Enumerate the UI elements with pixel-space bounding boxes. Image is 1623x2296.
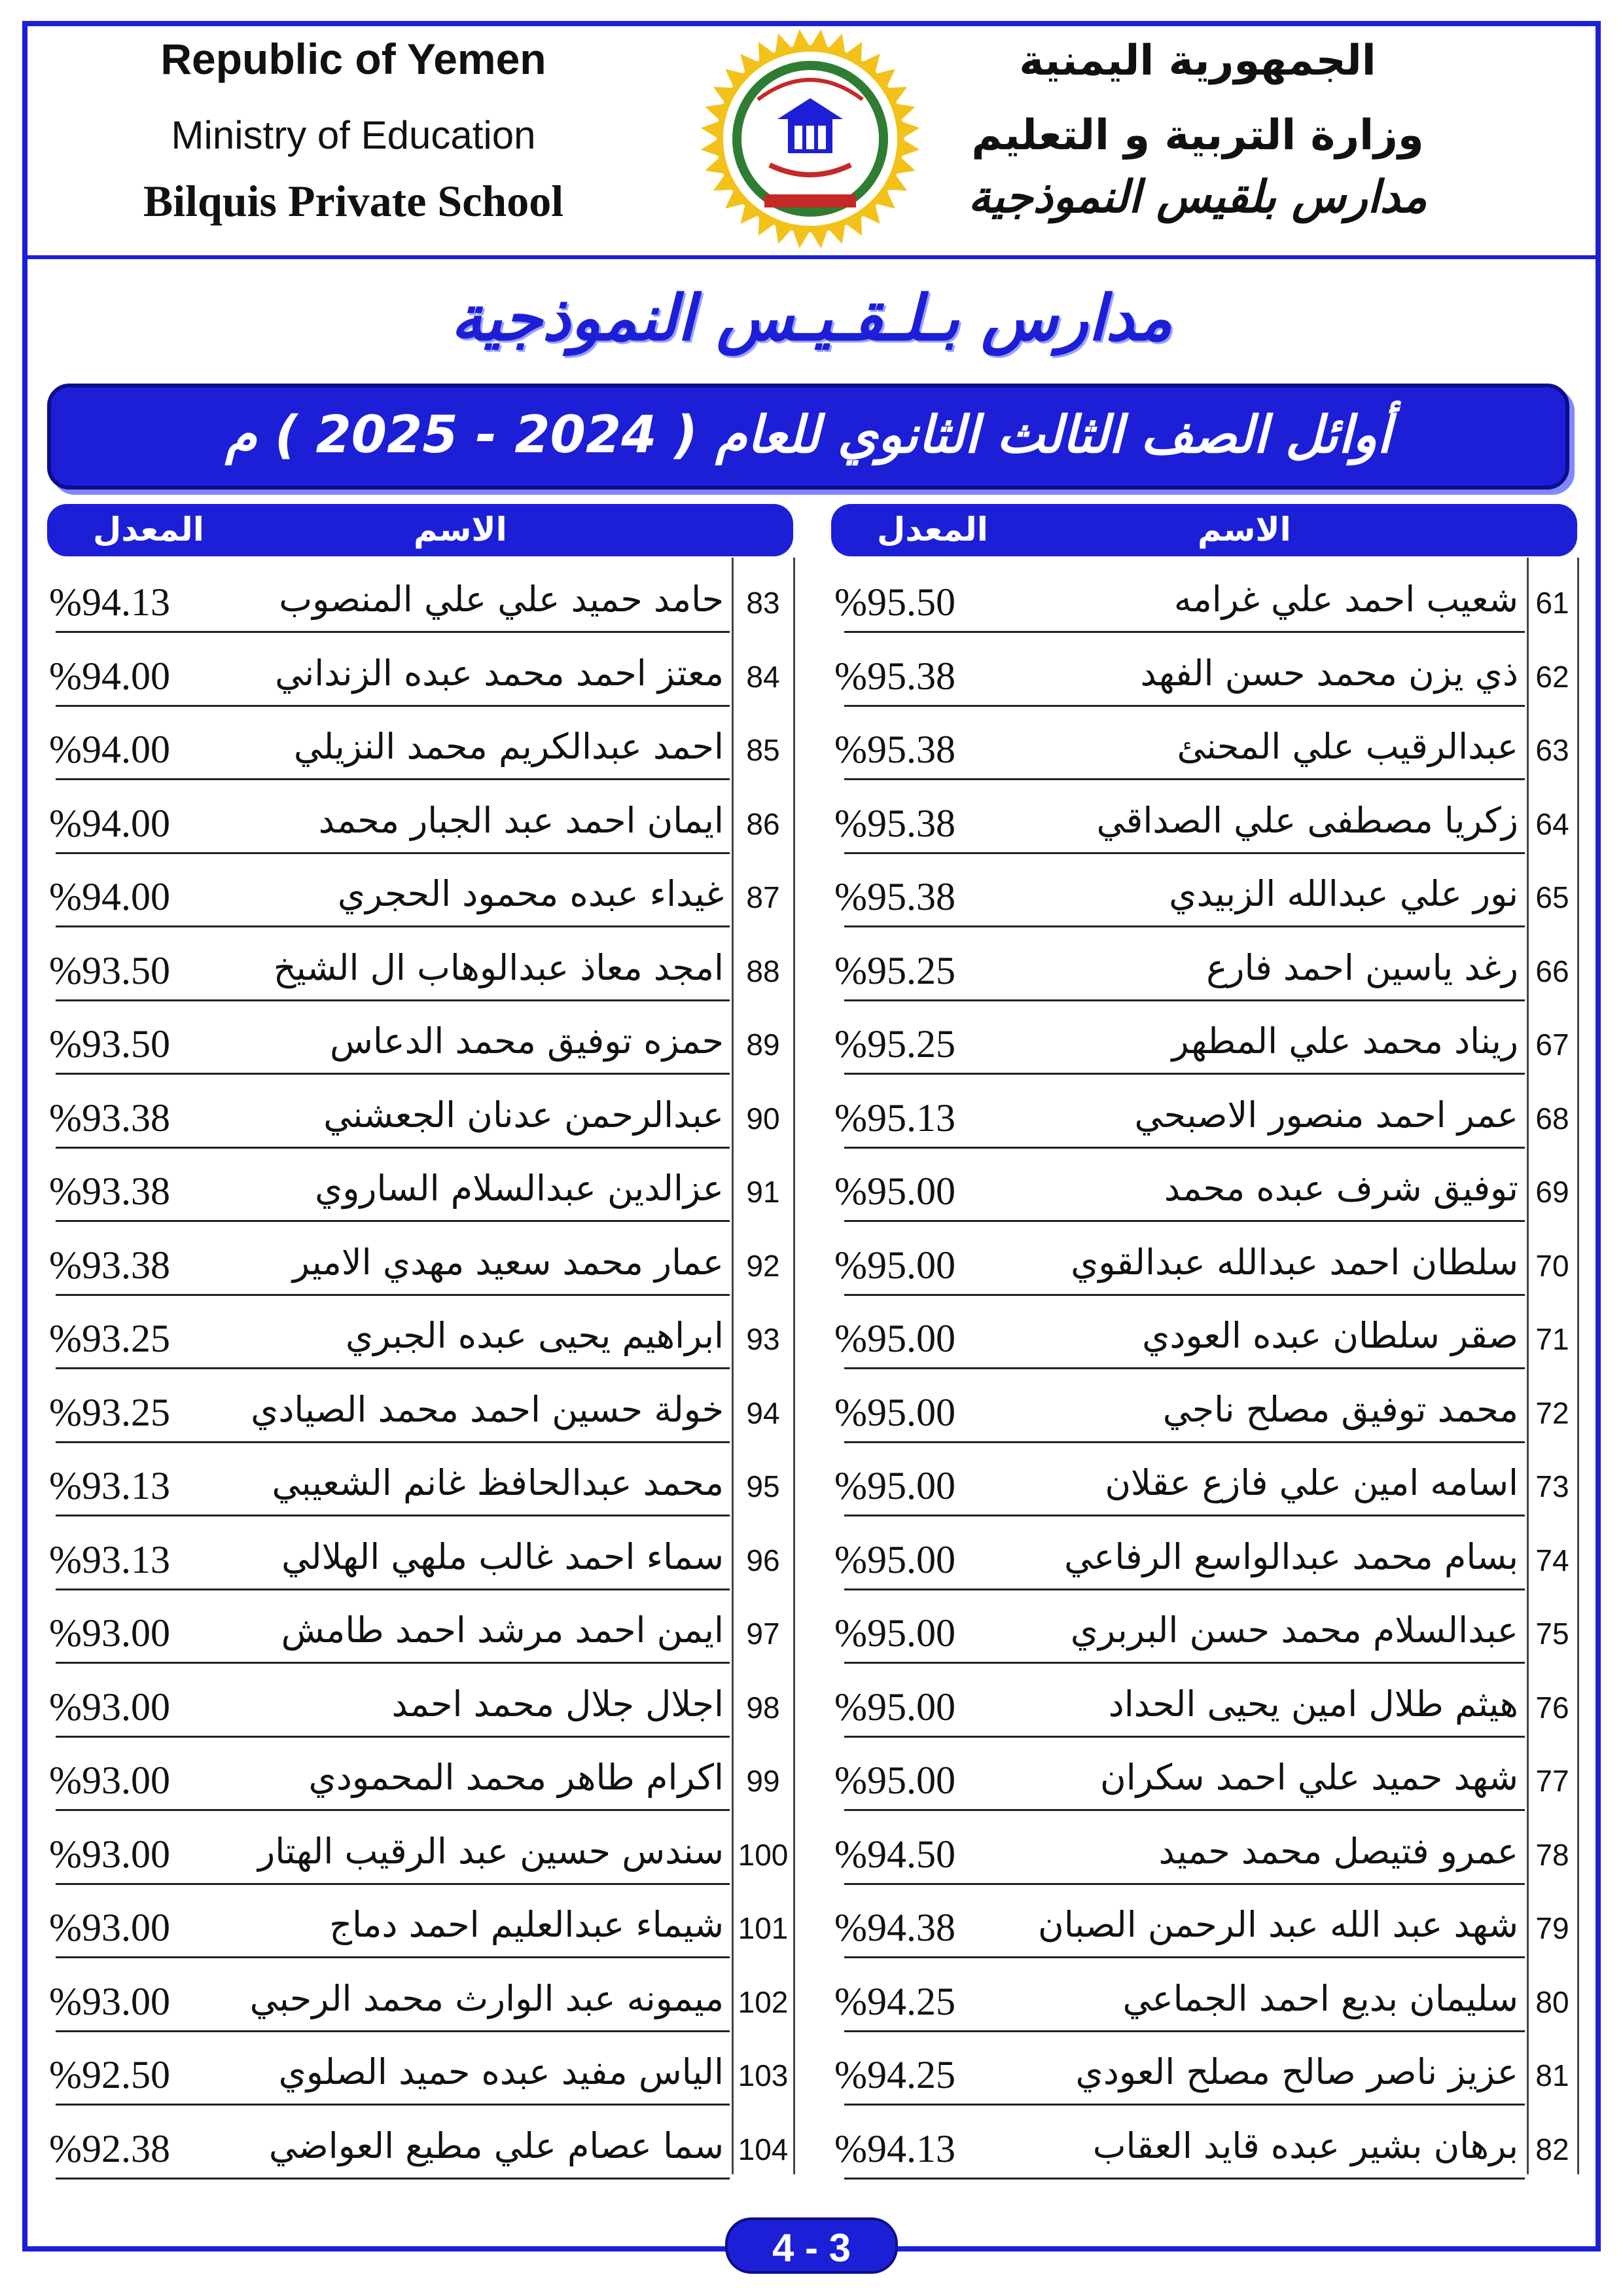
row-underline (56, 1736, 730, 1738)
student-average: %95.00 (834, 1685, 955, 1729)
row-underline (56, 2104, 730, 2106)
ar-ministry: وزارة التربية و التعليم (971, 111, 1424, 160)
student-average: %93.38 (49, 1170, 170, 1213)
student-row (0, 1672, 1623, 1745)
student-average: %93.00 (49, 1979, 170, 2023)
student-name: محمد عبدالحافظ غانم الشعيبي (272, 1462, 724, 1503)
rank-number: 87 (746, 880, 780, 914)
rank-number: 81 (1535, 2058, 1569, 2092)
student-row (0, 1966, 1623, 2039)
student-average: %93.00 (49, 1906, 170, 1949)
student-name: عمرو فتيصل محمد حميد (1158, 1830, 1518, 1872)
student-name: حمزه توفيق محمد الدعاس (330, 1020, 724, 1062)
student-average: %95.00 (834, 1759, 955, 1802)
en-country: Republic of Yemen (160, 35, 546, 83)
student-average: %94.00 (49, 654, 170, 698)
page-number: 4 - 3 (772, 2226, 851, 2270)
rank-number: 90 (746, 1101, 780, 1136)
student-average: %95.00 (834, 1243, 955, 1287)
student-average: %95.00 (834, 1464, 955, 1507)
student-name: عبدالسلام محمد حسن البربري (1070, 1609, 1518, 1651)
student-row (0, 567, 1623, 640)
rank-number: 76 (1535, 1690, 1569, 1725)
student-average: %95.00 (834, 1170, 955, 1213)
student-name: خولة حسين احمد محمد الصيادي (251, 1388, 724, 1430)
student-name: ايمان احمد عبد الجبار محمد (318, 799, 724, 841)
student-average: %95.00 (834, 1390, 955, 1434)
ar-school: مدارس بلقيس النموذجية (968, 171, 1427, 223)
student-name: سلطان احمد عبدالله عبدالقوي (1071, 1241, 1518, 1283)
student-average: %93.00 (49, 1611, 170, 1655)
student-row (0, 1598, 1623, 1671)
ar-country: الجمهورية اليمنية (1019, 37, 1376, 85)
rank-number: 88 (746, 954, 780, 988)
left-column-header (47, 504, 793, 556)
title-banner (47, 384, 1569, 490)
student-average: %93.00 (49, 1685, 170, 1729)
student-name: زكريا مصطفى علي الصداقي (1096, 799, 1518, 841)
row-underline (56, 1809, 730, 1811)
student-name: رغد ياسين احمد فارع (1206, 946, 1518, 988)
student-average: %94.25 (834, 1979, 955, 2023)
school-logo-icon (686, 26, 935, 249)
student-average: %93.50 (49, 948, 170, 992)
student-name: توفيق شرف عبده محمد (1164, 1168, 1518, 1209)
student-name: اسامه امين علي فازع عقلان (1105, 1462, 1518, 1503)
rank-number: 86 (746, 806, 780, 841)
header-divider (22, 255, 1601, 259)
row-underline (56, 925, 730, 927)
student-row (0, 1450, 1623, 1524)
student-average: %94.25 (834, 2053, 955, 2096)
row-underline (56, 999, 730, 1001)
student-name: نور علي عبدالله الزبيدي (1169, 873, 1518, 914)
student-name: ابراهيم يحيى عبده الجبري (345, 1315, 724, 1356)
student-row (0, 1083, 1623, 1156)
student-row (0, 714, 1623, 787)
student-average: %93.13 (49, 1464, 170, 1507)
student-name: ميمونه عبد الوارث محمد الرحبي (249, 1977, 724, 2019)
student-name: معتز احمد محمد عبده الزنداني (275, 652, 724, 694)
student-average: %94.13 (834, 2126, 955, 2170)
student-row (0, 2039, 1623, 2113)
student-row (0, 1377, 1623, 1450)
student-row (0, 1009, 1623, 1082)
student-name: برهان بشير عبده قايد العقاب (1092, 2125, 1518, 2166)
student-average: %95.13 (834, 1096, 955, 1139)
row-underline (56, 1588, 730, 1590)
school-title: مدارس بـلـقـيـس النموذجية (450, 281, 1173, 355)
student-name: ريناد محمد علي المطهر (1171, 1020, 1518, 1062)
student-name: احمد عبدالكريم محمد النزيلي (293, 726, 724, 767)
student-row (0, 1524, 1623, 1598)
rank-number: 70 (1535, 1248, 1569, 1283)
en-school: Bilquis Private School (143, 176, 564, 226)
student-name: عمر احمد منصور الاصبحي (1134, 1094, 1518, 1136)
student-name: شعيب احمد علي غرامه (1173, 579, 1518, 620)
rank-number: 83 (746, 586, 780, 620)
student-average: %93.13 (49, 1537, 170, 1581)
avg-header: المعدل (93, 511, 204, 548)
rank-number: 102 (738, 1984, 789, 2019)
student-average: %92.38 (49, 2126, 170, 2170)
student-average: %95.38 (834, 875, 955, 918)
rank-number: 69 (1535, 1175, 1569, 1209)
student-name: بسام محمد عبدالواسع الرفاعي (1064, 1535, 1518, 1577)
rank-number: 61 (1535, 586, 1569, 620)
student-average: %95.38 (834, 801, 955, 845)
student-name: عزالدين عبدالسلام الساروي (315, 1168, 724, 1209)
student-average: %95.25 (834, 948, 955, 992)
student-row (0, 641, 1623, 714)
student-average: %94.00 (49, 801, 170, 845)
student-average: %94.00 (49, 728, 170, 771)
name-header: الاسم (1198, 511, 1291, 548)
row-underline (56, 1662, 730, 1664)
row-underline (56, 852, 730, 854)
student-name: حامد حميد علي علي المنصوب (279, 579, 724, 620)
student-name: اكرام طاهر محمد المحمودي (308, 1757, 724, 1798)
row-underline (56, 631, 730, 633)
row-underline (56, 2030, 730, 2032)
rank-number: 79 (1535, 1911, 1569, 1945)
rank-number: 72 (1535, 1395, 1569, 1430)
row-underline (56, 1147, 730, 1149)
page-number-badge (725, 2217, 898, 2274)
student-name: هيثم طلال امين يحيى الحداد (1108, 1683, 1518, 1725)
student-name: سليمان بديع احمد الجماعي (1122, 1977, 1518, 2019)
student-name: اجلال جلال محمد احمد (391, 1683, 724, 1725)
student-name: عزيز ناصر صالح مصلح العودي (1075, 2051, 1518, 2092)
student-average: %95.00 (834, 1317, 955, 1360)
rank-number: 65 (1535, 880, 1569, 914)
student-row (0, 1892, 1623, 1965)
student-average: %95.00 (834, 1611, 955, 1655)
row-underline (56, 1294, 730, 1296)
student-row (0, 1303, 1623, 1376)
rank-number: 67 (1535, 1028, 1569, 1062)
student-name: امجد معاذ عبدالوهاب ال الشيخ (273, 946, 724, 988)
row-underline (56, 1441, 730, 1443)
student-row (0, 935, 1623, 1009)
row-underline (56, 1367, 730, 1369)
rank-number: 82 (1535, 2132, 1569, 2166)
rank-number: 103 (738, 2058, 789, 2092)
student-name: الياس مفيد عبده حميد الصلوي (278, 2051, 724, 2092)
student-name: سندس حسين عبد الرقيب الهتار (258, 1830, 724, 1872)
rank-number: 75 (1535, 1617, 1569, 1651)
student-average: %95.50 (834, 581, 955, 624)
banner-text: أوائل الصف الثالث الثانوي للعام ( 2024 - 2025 ) م (225, 406, 1391, 465)
row-underline (56, 1220, 730, 1222)
student-name: عبدالرقيب علي المحنئ (1177, 726, 1518, 767)
rank-number: 84 (746, 659, 780, 694)
student-average: %93.00 (49, 1832, 170, 1876)
rank-number: 78 (1535, 1837, 1569, 1872)
student-average: %95.38 (834, 728, 955, 771)
rank-number: 63 (1535, 733, 1569, 767)
student-name: شهد عبد الله عبد الرحمن الصبان (1038, 1904, 1518, 1945)
rank-number: 100 (738, 1837, 789, 1872)
student-name: صقر سلطان عبده العودي (1142, 1315, 1518, 1356)
student-name: شيماء عبدالعليم احمد دماج (329, 1904, 724, 1945)
student-average: %94.50 (834, 1832, 955, 1876)
rank-number: 74 (1535, 1543, 1569, 1577)
student-row (0, 1230, 1623, 1303)
rank-number: 85 (746, 733, 780, 767)
avg-header: المعدل (877, 511, 988, 548)
row-underline (56, 1956, 730, 1958)
rank-number: 66 (1535, 954, 1569, 988)
row-underline (56, 2178, 730, 2179)
rank-number: 68 (1535, 1101, 1569, 1136)
student-name: عمار محمد سعيد مهدي الامير (292, 1241, 724, 1283)
rank-number: 98 (746, 1690, 780, 1725)
en-ministry: Ministry of Education (171, 113, 536, 157)
rank-number: 64 (1535, 806, 1569, 841)
rank-number: 95 (746, 1469, 780, 1503)
student-average: %95.00 (834, 1537, 955, 1581)
student-row (0, 1156, 1623, 1229)
student-average: %93.38 (49, 1096, 170, 1139)
rank-number: 71 (1535, 1322, 1569, 1356)
rank-number: 62 (1535, 659, 1569, 694)
row-underline (56, 1883, 730, 1885)
student-row (0, 2113, 1623, 2187)
student-name: سماء احمد غالب ملهي الهلالي (281, 1535, 724, 1577)
rank-number: 96 (746, 1543, 780, 1577)
rank-number: 97 (746, 1617, 780, 1651)
name-header: الاسم (414, 511, 507, 548)
rank-number: 80 (1535, 1984, 1569, 2019)
student-average: %94.00 (49, 875, 170, 918)
student-average: %93.00 (49, 1759, 170, 1802)
rank-number: 89 (746, 1028, 780, 1062)
rank-number: 92 (746, 1248, 780, 1283)
student-name: شهد حميد علي احمد سكران (1100, 1757, 1518, 1798)
student-row (0, 1819, 1623, 1892)
rank-number: 77 (1535, 1764, 1569, 1798)
student-name: سما عصام علي مطيع العواضي (268, 2125, 724, 2166)
right-column-header (831, 504, 1577, 556)
student-average: %93.38 (49, 1243, 170, 1287)
student-row (0, 861, 1623, 935)
student-row (0, 788, 1623, 861)
rank-number: 93 (746, 1322, 780, 1356)
rank-number: 101 (738, 1911, 789, 1945)
student-average: %95.25 (834, 1022, 955, 1066)
student-name: ايمن احمد مرشد احمد طامش (281, 1609, 724, 1651)
student-name: غيداء عبده محمود الحجري (337, 873, 724, 914)
student-average: %94.38 (834, 1906, 955, 1949)
rank-number: 73 (1535, 1469, 1569, 1503)
student-average: %94.13 (49, 581, 170, 624)
rank-number: 91 (746, 1175, 780, 1209)
row-underline (56, 1073, 730, 1075)
rank-number: 99 (746, 1764, 780, 1798)
student-row (0, 1745, 1623, 1818)
rank-number: 104 (738, 2132, 789, 2166)
row-underline (56, 778, 730, 780)
row-underline (56, 1515, 730, 1516)
student-name: محمد توفيق مصلح ناجي (1162, 1388, 1518, 1430)
student-name: عبدالرحمن عدنان الجعشني (323, 1094, 724, 1136)
rank-number: 94 (746, 1395, 780, 1430)
student-average: %93.25 (49, 1317, 170, 1360)
student-average: %93.50 (49, 1022, 170, 1066)
student-name: ذي يزن محمد حسن الفهد (1140, 652, 1518, 694)
student-average: %93.25 (49, 1390, 170, 1434)
row-underline (56, 705, 730, 707)
student-average: %92.50 (49, 2053, 170, 2096)
student-average: %95.38 (834, 654, 955, 698)
